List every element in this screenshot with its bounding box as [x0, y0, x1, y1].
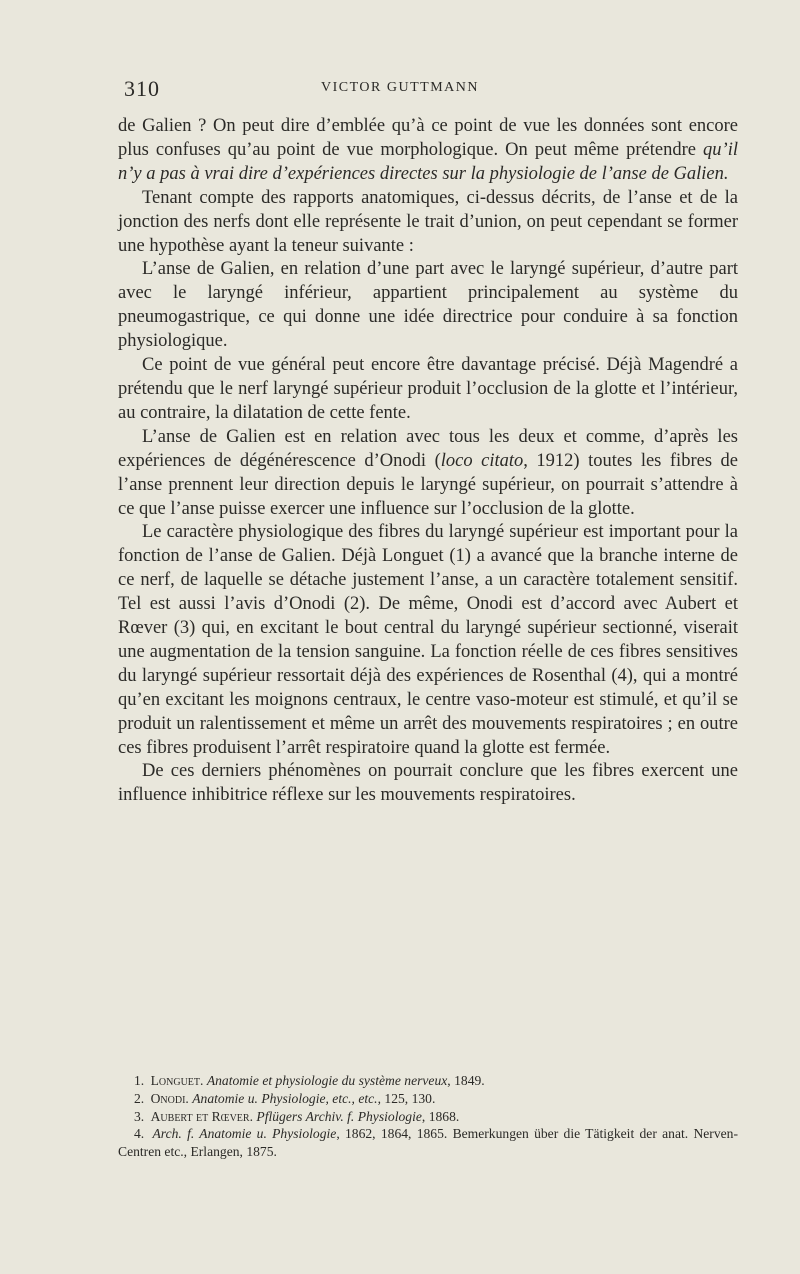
paragraph-text: L’anse de Galien est en relation avec tous les deux et comme, d’après les expériences de dégénérescence d’Onodi ( [118, 426, 738, 471]
footnote-number: 4. [134, 1126, 145, 1142]
footnote [118, 1125, 738, 1161]
page-header [0, 76, 800, 100]
footnote-author: Longuet. [150, 1073, 204, 1088]
footnote-author: Onodi. [150, 1090, 189, 1106]
footnote-title: Anatomie et physiologie du système nerveux [206, 1073, 448, 1088]
footnote-rest: , 125, 130. [377, 1090, 436, 1106]
paragraph-italic-text: qu’il n’y a pas à vrai dire d’expériences directes sur la physiologie de l’anse de Galien. [118, 139, 738, 184]
footnote [118, 1090, 738, 1108]
footnote [118, 1072, 738, 1090]
footnote-number: 3. [134, 1108, 145, 1124]
paragraph-text: , 1912) toutes les fibres de l’anse prennent leur direction depuis le laryngé supérieur, on pourrait s’attendre à ce que l’anse puisse exercer une influence sur l’occlusion de la glotte. [118, 450, 739, 519]
paragraph [118, 115, 738, 187]
footnote-title: Arch. f. Anatomie u. Physiologie [152, 1126, 337, 1142]
paragraph [118, 426, 738, 522]
paragraph-italic-text: loco citato [440, 450, 524, 471]
footnote-rest: , 1862, 1864, 1865. Bemerkungen über die Tätigkeit der anat. Nerven-Centren etc., Erlangen, 1875. [118, 1126, 738, 1160]
footnotes [118, 1072, 738, 1161]
footnote-rest: , 1849. [447, 1073, 485, 1088]
paragraph: Tenant compte des rapports anatomiques, ci-dessus décrits, de l’anse et de la jonction des nerfs dont elle représente le trait d’union, on peut cependant se former une hypothèse ayant la teneur suivante : [118, 187, 738, 256]
footnote-number: 1. [134, 1073, 145, 1088]
paragraph: L’anse de Galien, en relation d’une part avec le laryngé supérieur, d’autre part avec le laryngé inférieur, appartient principalement au système du pneumogastrique, ce qui donne une idée directrice pour conduire à sa fonction physiologique. [118, 259, 738, 352]
footnote-title: Pflügers Archiv. f. Physiologie [256, 1108, 422, 1124]
paragraph-text: de Galien ? On peut dire d’emblée qu’à ce point de vue les données sont encore plus confuses qu’au point de vue morphologique. On peut même prétendre [118, 116, 738, 160]
footnote-title: Anatomie u. Physiologie, etc., etc. [192, 1090, 378, 1106]
paragraph: De ces derniers phénomènes on pourrait conclure que les fibres exercent une influence inhibitrice réflexe sur les mouvements respiratoires. [118, 761, 738, 806]
paragraph: Ce point de vue général peut encore être davantage précisé. Déjà Magendré a prétendu que le nerf laryngé supérieur produit l’occlusion de la glotte et l’intérieur, au contraire, la dilatation de cette fente. [118, 355, 738, 423]
running-head: VICTOR GUTTMANN [321, 80, 479, 95]
page-number: 310 [124, 76, 160, 101]
footnote-author: Aubert et Rœver. [150, 1108, 253, 1124]
footnote [118, 1108, 738, 1126]
body-text [118, 115, 738, 808]
footnote-rest: , 1868. [421, 1108, 460, 1124]
footnote-number: 2. [134, 1090, 145, 1106]
paragraph: Le caractère physiologique des fibres du laryngé supérieur est important pour la fonction de l’anse de Galien. Déjà Longuet (1) a avancé que la branche interne de ce nerf, de laquelle se détache justement l’anse, a un caractère totalement sensitif. Tel est aussi l’avis d’Onodi (2). De même, Onodi est d’accord avec Aubert et Rœver (3) qui, en excitant le bout central du laryngé supérieur sectionné, viserait une augmentation de la tension sanguine. La fonction réelle de ces fibres sensitives du laryngé supérieur ressortait déjà des expériences de Rosenthal (4), qui a montré qu’en excitant les moignons centraux, le centre vaso-moteur est stimulé, et qu’il se produit un ralentissement et même un arrêt des mouvements respiratoires ; en outre ces fibres produisent l’arrêt respiratoire quand la glotte est fermée. [118, 522, 738, 758]
